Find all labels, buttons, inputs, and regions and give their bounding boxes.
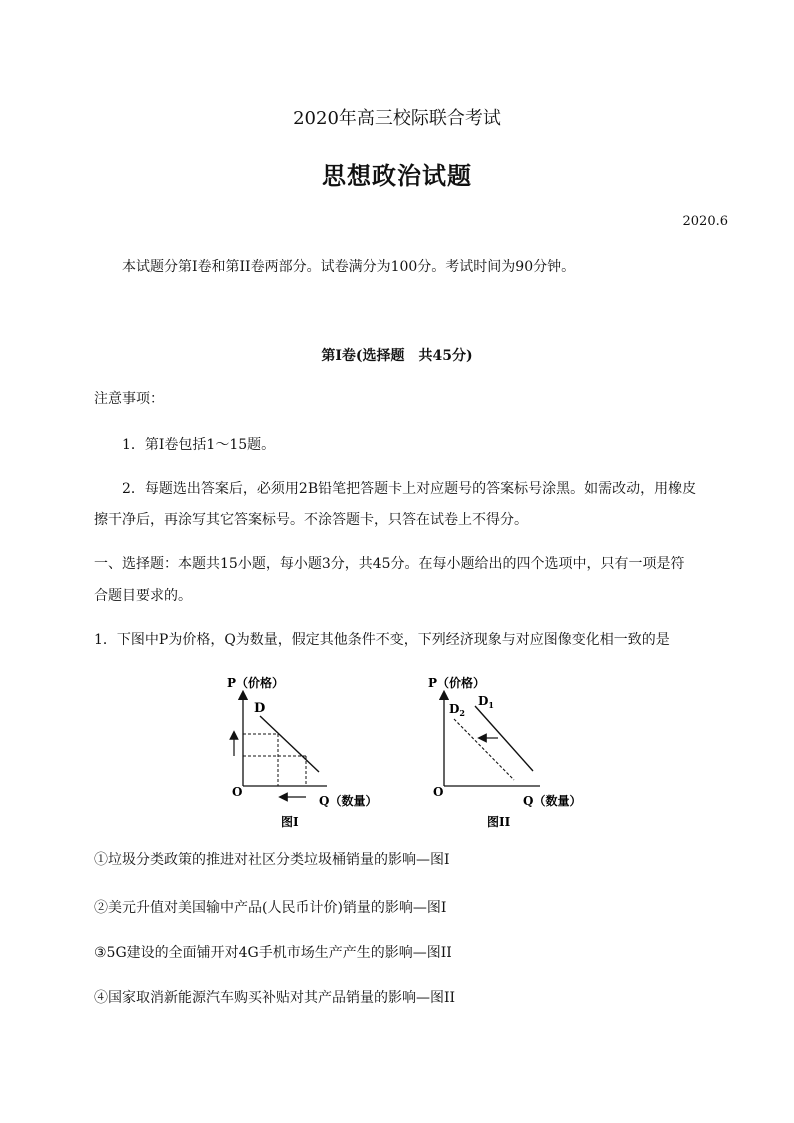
note-item-2-continued: 擦干净后，再涂写其它答案标号。不涂答题卡，只答在试卷上不得分。 bbox=[94, 512, 528, 528]
option-2: ②美元升值对美国输中产品(人民币计价)销量的影响—图I bbox=[94, 900, 447, 916]
note-item-2: 2．每题选出答案后，必须用2B铅笔把答题卡上对应题号的答案标号涂黑。如需改动，用橡皮 bbox=[122, 481, 697, 497]
figure-2-origin: O bbox=[433, 785, 444, 799]
figure-1 bbox=[215, 668, 385, 838]
choice-instruction-line2: 合题目要求的。 bbox=[94, 588, 192, 604]
question-1-stem: 1．下图中P为价格，Q为数量，假定其他条件不变，下列经济现象与对应图像变化相一致的是 bbox=[94, 632, 670, 648]
figure-1-x-label: Q（数量） bbox=[319, 794, 378, 808]
figure-2-curve-d2-label: $D_2$ bbox=[449, 702, 465, 718]
notes-label: 注意事项： bbox=[94, 391, 164, 407]
figure-2-demand-curve-d2 bbox=[454, 719, 514, 780]
exam-date: 2020.6 bbox=[682, 214, 728, 229]
figure-2 bbox=[420, 668, 595, 838]
figure-1-origin: O bbox=[232, 785, 243, 799]
section-title: 第Ⅰ卷(选择题 共45分) bbox=[321, 348, 473, 364]
option-4: ④国家取消新能源汽车购买补贴对其产品销量的影响—图II bbox=[94, 990, 456, 1006]
choice-instruction-line1: 一、选择题：本题共15小题，每小题3分，共45分。在每小题给出的四个选项中，只有一项是符 bbox=[94, 556, 685, 572]
figure-2-caption: 图II bbox=[487, 815, 511, 829]
option-1: ①垃圾分类政策的推进对社区分类垃圾桶销量的影响—图I bbox=[94, 852, 450, 868]
subject-title: 思想政治试题 bbox=[322, 161, 472, 190]
figure-1-y-label: P（价格） bbox=[227, 676, 285, 690]
figure-1-curve-label: D bbox=[254, 701, 266, 716]
figure-2-y-label: P（价格） bbox=[428, 676, 486, 690]
figure-2-x-label: Q（数量） bbox=[523, 794, 582, 808]
note-item-1: 1．第I卷包括1～15题。 bbox=[122, 437, 276, 453]
intro-text: 本试题分第I卷和第II卷两部分。试卷满分为100分。考试时间为90分钟。 bbox=[122, 259, 576, 275]
figure-2-curve-d1-label: $D_1$ bbox=[478, 694, 494, 710]
exam-title: 2020年高三校际联合考试 bbox=[293, 108, 501, 129]
figure-1-caption: 图I bbox=[281, 815, 299, 829]
figure-1-demand-curve bbox=[260, 716, 319, 772]
option-3: ③5G建设的全面铺开对4G手机市场生产产生的影响—图II bbox=[94, 945, 452, 961]
